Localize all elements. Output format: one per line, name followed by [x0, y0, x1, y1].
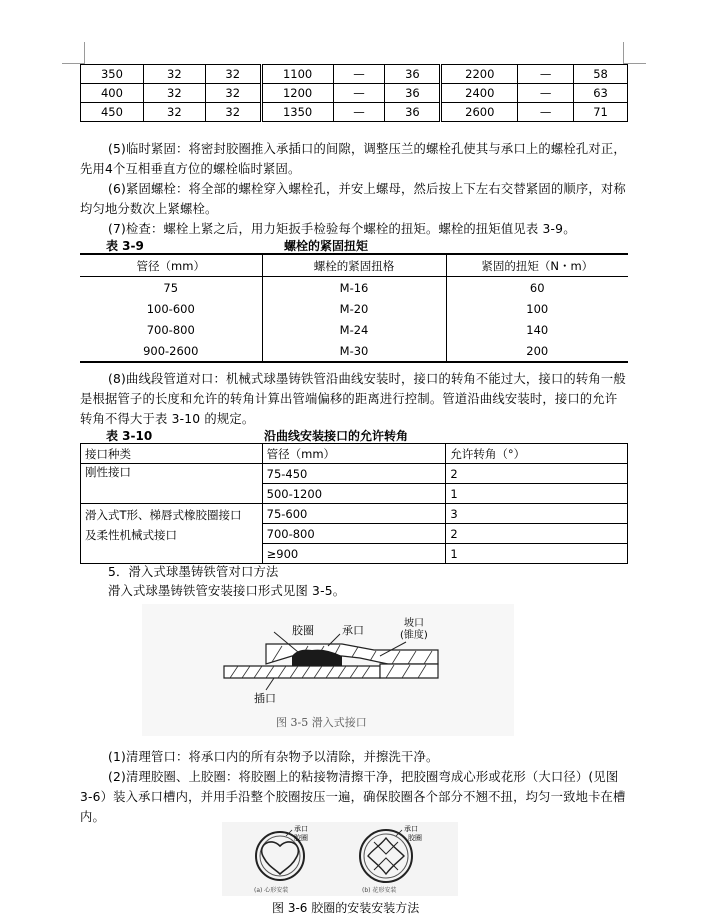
section-5-heading: 5．滑入式球墨铸铁管对口方法: [108, 565, 279, 579]
bolt-spec-table-continued: [80, 64, 628, 122]
slip-joint-diagram: [142, 604, 514, 736]
cell: —: [518, 84, 574, 103]
cell: —: [333, 103, 385, 122]
table-row: [80, 340, 628, 362]
joint-type-flexible-line2: 及柔性机械式接口: [85, 528, 177, 542]
figure-3-5: [142, 604, 514, 736]
table-3-10-title: 沿曲线安装接口的允许转角: [264, 429, 409, 443]
cell: 1: [446, 484, 628, 504]
label-spigot: 插口: [254, 692, 276, 705]
table-3-10-number: 表 3-10: [106, 429, 153, 443]
section-5-intro: 滑入式球墨铸铁管安装接口形式见图 3-5。: [108, 584, 346, 598]
cell: 2: [446, 464, 628, 484]
header-pipe-diameter: 管径（mm）: [262, 444, 446, 464]
cell: 2: [446, 524, 628, 544]
label-socket-a: 承口: [294, 825, 308, 833]
cell: 75: [80, 277, 262, 299]
cell: 1100: [261, 65, 333, 84]
cell: 36: [385, 103, 441, 122]
label-gasket: 胶圈: [292, 624, 314, 637]
cell: 2200: [441, 65, 518, 84]
sub-caption-a: (a) 心形安装: [254, 887, 289, 894]
allowed-angle-table: [80, 443, 628, 564]
cell: 140: [446, 319, 628, 340]
cell: M-24: [262, 319, 446, 340]
table-row: [81, 504, 628, 524]
table-3-9-title: 螺栓的紧固扭矩: [284, 239, 369, 253]
figure-3-6: [222, 822, 458, 896]
cell: 32: [143, 65, 205, 84]
cell: 32: [205, 103, 261, 122]
paragraph-curve-alignment: (8)曲线段管道对口：机械式球墨铸铁管沿曲线安装时，接口的转角不能过大，接口的转角一般是根据管子的长度和允许的转角计算出管端偏移的距离进行控制。管道沿曲线安装时，接口的允许转角不得大于表 3-10 的规定。: [80, 372, 626, 426]
cell: 32: [205, 84, 261, 103]
table-row: [81, 464, 628, 484]
label-socket: 承口: [342, 624, 364, 637]
header-bolt-spec: 螺栓的紧固扭格: [262, 254, 446, 277]
cell: 400: [81, 84, 144, 103]
cell: 63: [574, 84, 628, 103]
table-header-row: [80, 254, 628, 277]
paragraph-clean-socket: (1)清理管口：将承口内的所有杂物予以清除，并擦洗干净。: [108, 750, 439, 764]
cell: 350: [81, 65, 144, 84]
cell: 32: [205, 65, 261, 84]
crop-mark-left: [84, 42, 85, 64]
figure-3-6-caption: 图 3-6 胶圈的安装安装方法: [272, 901, 420, 915]
cell: 3: [446, 504, 628, 524]
cell: 1: [446, 544, 628, 564]
paragraph-tighten-bolts: (6)紧固螺栓：将全部的螺栓穿入螺栓孔，并安上螺母，然后按上下左右交替紧固的顺序，对称均匀地分数次上紧螺栓。: [80, 182, 626, 216]
figure-3-5-caption: 图 3-5 滑入式接口: [276, 716, 367, 729]
cell: 100: [446, 298, 628, 319]
cell: 700-800: [80, 319, 262, 340]
cell: M-30: [262, 340, 446, 362]
label-socket-b: 承口: [404, 825, 418, 833]
table-row: [81, 65, 628, 84]
cell: 100-600: [80, 298, 262, 319]
gasket-install-diagram: [222, 822, 458, 896]
label-slope: 坡口: [404, 618, 424, 629]
cell: 32: [143, 103, 205, 122]
crop-mark-right: [623, 42, 624, 64]
label-gasket-a: 胶圈: [294, 834, 308, 842]
table-row: [80, 319, 628, 340]
paragraph-clean-gasket: (2)清理胶圈、上胶圈：将胶圈上的粘接物清擦干净，把胶圈弯成心形或花形（大口径）(见图3-6）装入承口槽内，并用手沿整个胶圈按压一遍，确保胶圈各个部分不翘不扭，均匀一致地卡在槽内。: [80, 770, 626, 824]
bolt-torque-table: [80, 253, 628, 363]
cell: 2600: [441, 103, 518, 122]
cell: M-20: [262, 298, 446, 319]
header-joint-type: 接口种类: [81, 444, 263, 464]
cell: ≥900: [262, 544, 446, 564]
cell: 1350: [261, 103, 333, 122]
header-allowed-angle: 允许转角（°）: [446, 444, 628, 464]
cell: 2400: [441, 84, 518, 103]
cell: 700-800: [262, 524, 446, 544]
cell: 900-2600: [80, 340, 262, 362]
table-header-row: [81, 444, 628, 464]
joint-type-flexible: [81, 504, 263, 564]
cell: M-16: [262, 277, 446, 299]
label-slope-taper: (锥度): [400, 630, 428, 641]
joint-type-rigid: 刚性接口: [81, 464, 263, 504]
cell: 36: [385, 65, 441, 84]
table-row: [81, 84, 628, 103]
cell: 32: [143, 84, 205, 103]
cell: 36: [385, 84, 441, 103]
cell: 60: [446, 277, 628, 299]
header-torque: 紧固的扭矩（N・m）: [446, 254, 628, 277]
cell: 75-450: [262, 464, 446, 484]
cell: —: [333, 84, 385, 103]
cell: 71: [574, 103, 628, 122]
label-gasket-b: 胶圈: [408, 834, 422, 842]
cell: 450: [81, 103, 144, 122]
table-row: [80, 277, 628, 299]
table-3-9-number: 表 3-9: [106, 239, 144, 253]
cell: 200: [446, 340, 628, 362]
cell: —: [333, 65, 385, 84]
joint-type-flexible-line1: 滑入式T形、梯唇式橡胶圈接口: [85, 508, 242, 522]
header-pipe-diameter: 管径（mm）: [80, 254, 262, 277]
sub-caption-b: (b) 花形安装: [362, 887, 397, 894]
cell: —: [518, 103, 574, 122]
cell: 1200: [261, 84, 333, 103]
table-row: [81, 103, 628, 122]
paragraph-inspection: (7)检查：螺栓上紧之后，用力矩扳手检验每个螺栓的扭矩。螺栓的扭矩值见表 3-9。: [108, 222, 576, 236]
paragraph-temp-fastening: (5)临时紧固：将密封胶圈推入承插口的间隙，调整压兰的螺栓孔使其与承口上的螺栓孔对正，先用4个互相垂直方位的螺栓临时紧固。: [80, 142, 626, 176]
table-row: [80, 298, 628, 319]
cell: 58: [574, 65, 628, 84]
cell: 75-600: [262, 504, 446, 524]
cell: 500-1200: [262, 484, 446, 504]
cell: —: [518, 65, 574, 84]
